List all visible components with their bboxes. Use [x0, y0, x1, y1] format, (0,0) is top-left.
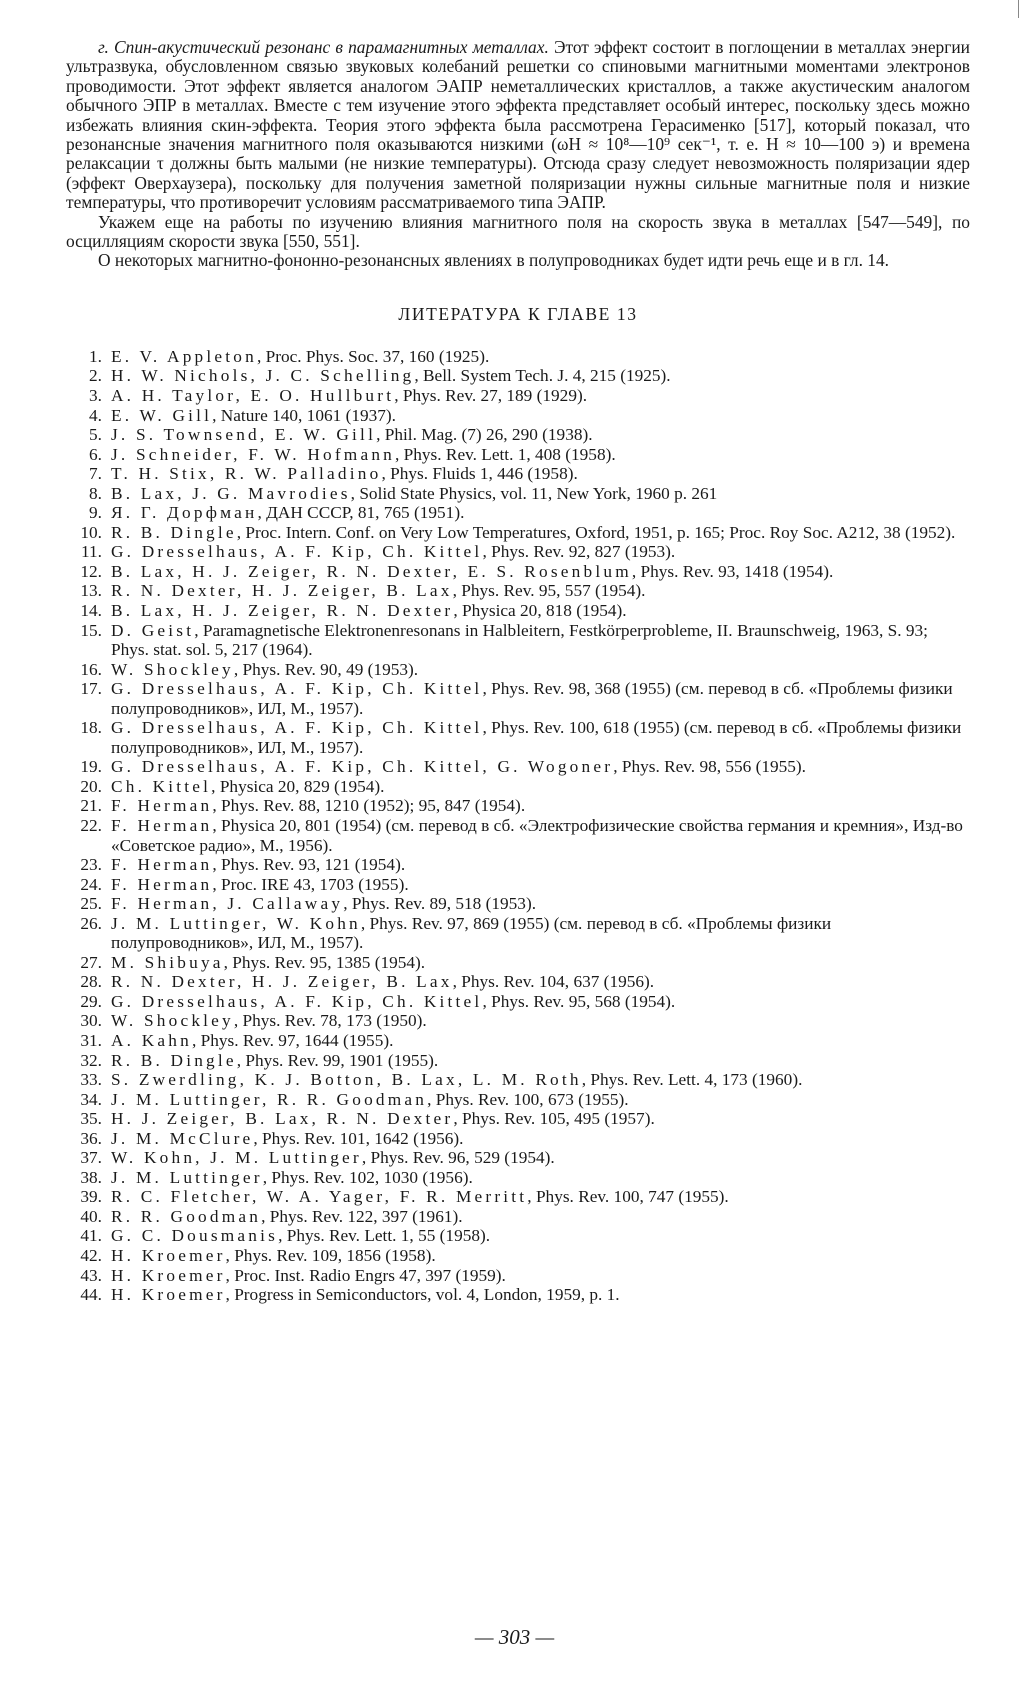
reference-authors: A. H. Taylor, E. O. Hullburt	[111, 385, 395, 405]
reference-authors: B. Lax, H. J. Zeiger, R. N. Dexter	[111, 600, 454, 620]
reference-number: 28.	[80, 972, 102, 992]
reference-number: 33.	[80, 1070, 102, 1090]
reference-item	[66, 894, 970, 914]
reference-item	[66, 347, 970, 367]
reference-citation: , Phys. Rev. 89, 518 (1953).	[343, 894, 537, 914]
reference-item	[66, 953, 970, 973]
reference-number: 31.	[80, 1031, 102, 1051]
reference-list	[66, 347, 970, 1305]
reference-item	[66, 914, 970, 953]
reference-item	[66, 1090, 970, 1110]
page	[66, 0, 970, 1305]
reference-citation: , Phys. Rev. 97, 1644 (1955).	[191, 1031, 394, 1051]
reference-item	[66, 1285, 970, 1305]
reference-number: 13.	[80, 581, 102, 601]
reference-item	[66, 366, 970, 386]
reference-citation: , Phys. Rev. Lett. 1, 408 (1958).	[395, 444, 616, 464]
reference-authors: H. Kroemer	[111, 1246, 226, 1266]
reference-item	[66, 503, 970, 523]
reference-authors: F. Herman	[111, 855, 213, 875]
reference-number: 34.	[80, 1089, 102, 1109]
reference-citation: , Phys. Rev. 122, 397 (1961).	[261, 1206, 463, 1226]
reference-item	[66, 816, 970, 855]
reference-number: 27.	[80, 952, 102, 972]
reference-number: 5.	[89, 425, 102, 445]
reference-authors: F. Herman	[111, 816, 213, 835]
reference-authors: J. M. Luttinger	[111, 1167, 263, 1187]
reference-item	[66, 1266, 970, 1286]
reference-item	[66, 484, 970, 504]
reference-number: 11.	[81, 542, 102, 562]
reference-number: 30.	[80, 1011, 102, 1031]
reference-number: 9.	[89, 503, 102, 523]
reference-item	[66, 757, 970, 777]
reference-number: 18.	[80, 718, 102, 738]
reference-item	[66, 992, 970, 1012]
reference-item	[66, 679, 970, 718]
reference-item	[66, 386, 970, 406]
intro-text	[66, 38, 970, 271]
reference-authors: H. Kroemer	[111, 1285, 226, 1305]
reference-item	[66, 1187, 970, 1207]
reference-number: 44.	[80, 1285, 102, 1305]
reference-item	[66, 777, 970, 797]
paragraph-2: Укажем еще на работы по изучению влияния магнитного поля на скорость звука в металлах [547—549], по осцилляциям скорости звука [550, 551].	[66, 211, 970, 252]
reference-citation: , Physica 20, 829 (1954).	[211, 776, 385, 796]
reference-authors: F. Herman, J. Callaway	[111, 894, 344, 914]
reference-item	[66, 445, 970, 465]
reference-authors: Я. Г. Дорфман	[111, 503, 258, 523]
reference-number: 29.	[80, 991, 102, 1011]
reference-authors: W. Shockley	[111, 659, 234, 679]
reference-item	[66, 1129, 970, 1149]
reference-number: 36.	[80, 1128, 102, 1148]
reference-citation: , Proc. IRE 43, 1703 (1955).	[212, 874, 409, 894]
reference-number: 6.	[89, 444, 102, 464]
reference-authors: R. R. Goodman	[111, 1206, 262, 1226]
page-number: — 303 —	[474, 1625, 555, 1649]
reference-number: 35.	[80, 1109, 102, 1129]
reference-citation: , Paramagnetische Elektronenresonans in Halbleitern, Festkörperprobleme, II. Braunschweig, 1963, S. 93; Phys. stat. sol. 5, 217 (1964).	[111, 620, 928, 660]
reference-citation: , Phys. Rev. 95, 1385 (1954).	[223, 952, 426, 972]
reference-number: 42.	[80, 1246, 102, 1266]
reference-authors: G. C. Dousmanis	[111, 1226, 279, 1246]
reference-number: 38.	[80, 1167, 102, 1187]
reference-item	[66, 1148, 970, 1168]
paragraph-3: О некоторых магнитно-фононно-резонансных явлениях в полупроводниках будет идти речь еще и в гл. 14.	[98, 250, 890, 271]
reference-authors: G. Dresselhaus, A. F. Kip, Ch. Kittel	[111, 718, 483, 738]
reference-number: 21.	[80, 796, 102, 816]
reference-item	[66, 1051, 970, 1071]
reference-citation: , Physica 20, 818 (1954).	[453, 600, 627, 620]
reference-item	[66, 581, 970, 601]
reference-authors: F. Herman	[111, 796, 213, 816]
reference-authors: H. Kroemer	[111, 1265, 226, 1285]
reference-authors: H. W. Nichols, J. C. Schelling	[111, 366, 415, 386]
reference-item	[66, 1031, 970, 1051]
reference-item	[66, 523, 970, 543]
reference-authors: G. Dresselhaus, A. F. Kip, Ch. Kittel	[111, 542, 483, 562]
reference-authors: A. Kahn	[111, 1031, 192, 1051]
reference-citation: , Phys. Rev. 98, 368 (1955) (см. перевод в сб. «Проблемы физики полупроводников», ИЛ, М., 1957).	[111, 679, 953, 718]
reference-item	[66, 1109, 970, 1129]
reference-number: 10.	[80, 522, 102, 542]
reference-item	[66, 601, 970, 621]
reference-number: 2.	[89, 366, 102, 386]
reference-item	[66, 425, 970, 445]
reference-citation: , Phys. Rev. 104, 637 (1956).	[452, 972, 655, 992]
reference-number: 7.	[89, 464, 102, 484]
reference-authors: J. Schneider, F. W. Hofmann	[111, 444, 396, 464]
reference-citation: , Phys. Rev. 96, 529 (1954).	[361, 1148, 555, 1168]
reference-authors: R. C. Fletcher, W. A. Yager, F. R. Merritt	[111, 1187, 528, 1207]
reference-number: 16.	[80, 659, 102, 679]
reference-citation: , Nature 140, 1061 (1937).	[212, 405, 396, 425]
reference-citation: , Phys. Rev. 101, 1642 (1956).	[253, 1128, 464, 1148]
reference-citation: , Phys. Rev. Lett. 4, 173 (1960).	[581, 1070, 803, 1090]
reference-citation: , Phys. Rev. 100, 673 (1955).	[427, 1089, 629, 1109]
reference-item	[66, 1226, 970, 1246]
reference-item	[66, 464, 970, 484]
reference-item	[66, 972, 970, 992]
reference-item	[66, 796, 970, 816]
reference-number: 26.	[80, 913, 102, 933]
reference-citation: , Phys. Rev. 95, 557 (1954).	[452, 581, 646, 601]
reference-authors: B. Lax, H. J. Zeiger, R. N. Dexter, E. S. Rosenblum	[111, 561, 632, 581]
reference-authors: R. N. Dexter, H. J. Zeiger, B. Lax	[111, 581, 453, 601]
reference-item	[66, 406, 970, 426]
reference-number: 4.	[89, 405, 102, 425]
reference-authors: D. Geist	[111, 620, 195, 640]
reference-authors: W. Kohn, J. M. Luttinger	[111, 1148, 362, 1168]
reference-authors: R. B. Dingle	[111, 522, 237, 542]
reference-number: 41.	[80, 1226, 102, 1246]
paragraph-1	[66, 38, 970, 213]
reference-citation: , Phys. Rev. 98, 556 (1955).	[613, 757, 806, 777]
reference-item	[66, 1070, 970, 1090]
reference-authors: R. N. Dexter, H. J. Zeiger, B. Lax	[111, 972, 453, 992]
reference-citation: , Phys. Rev. 97, 869 (1955) (см. перевод в сб. «Проблемы физики полупроводников», ИЛ, М., 1957).	[111, 913, 832, 953]
reference-citation: , Phys. Rev. 93, 1418 (1954).	[631, 561, 834, 581]
reference-authors: G. Dresselhaus, A. F. Kip, Ch. Kittel	[111, 679, 483, 699]
reference-citation: , Phys. Rev. 90, 49 (1953).	[233, 659, 419, 679]
reference-citation: , Phys. Rev. 78, 173 (1950).	[233, 1011, 427, 1031]
reference-number: 15.	[80, 620, 102, 640]
reference-authors: R. B. Dingle	[111, 1050, 237, 1070]
reference-number: 37.	[80, 1148, 102, 1168]
reference-number: 23.	[80, 855, 102, 875]
reference-citation: , Proc. Phys. Soc. 37, 160 (1925).	[256, 346, 490, 366]
reference-authors: B. Lax, J. G. Mavrodies	[111, 483, 351, 503]
reference-citation: , Physica 20, 801 (1954) (см. перевод в сб. «Электрофизические свойства германия и кремния», Изд-во «Советское радио», М., 1956).	[111, 816, 963, 855]
reference-authors: J. M. McClure	[111, 1128, 254, 1148]
reference-authors: M. Shibuya	[111, 952, 224, 972]
reference-citation: , Phys. Rev. 100, 618 (1955) (см. перевод в сб. «Проблемы физики полупроводников», ИЛ, М., 1957).	[111, 718, 962, 757]
reference-authors: T. H. Stix, R. W. Palladino	[111, 464, 382, 484]
reference-authors: Ch. Kittel	[111, 776, 212, 796]
reference-authors: F. Herman	[111, 874, 213, 894]
reference-citation: , Progress in Semiconductors, vol. 4, London, 1959, p. 1.	[225, 1285, 620, 1305]
reference-number: 1.	[89, 346, 102, 366]
reference-authors: H. J. Zeiger, B. Lax, R. N. Dexter	[111, 1109, 454, 1129]
reference-number: 40.	[80, 1206, 102, 1226]
reference-citation: , Phys. Rev. 99, 1901 (1955).	[236, 1050, 439, 1070]
reference-number: 3.	[89, 385, 102, 405]
reference-authors: S. Zwerdling, K. J. Botton, B. Lax, L. M. Roth	[111, 1070, 582, 1090]
reference-item	[66, 621, 970, 660]
reference-number: 12.	[80, 561, 102, 581]
reference-citation: , Phys. Rev. 93, 121 (1954).	[212, 855, 406, 875]
reference-citation: , Proc. Intern. Conf. on Very Low Temperatures, Oxford, 1951, p. 165; Proc. Roy Soc. A212, 38 (1952).	[236, 522, 956, 542]
reference-citation: , Bell. System Tech. J. 4, 215 (1925).	[414, 366, 671, 386]
reference-number: 17.	[80, 679, 102, 699]
reference-authors: W. Shockley	[111, 1011, 234, 1031]
reference-citation: , Phil. Mag. (7) 26, 290 (1938).	[376, 425, 593, 445]
reference-item	[66, 562, 970, 582]
scan-edge-mark	[1018, 0, 1019, 18]
reference-number: 19.	[80, 757, 102, 777]
reference-authors: G. Dresselhaus, A. F. Kip, Ch. Kittel, G. Wogoner	[111, 757, 614, 777]
reference-authors: J. M. Luttinger, R. R. Goodman	[111, 1089, 428, 1109]
reference-number: 24.	[80, 874, 102, 894]
reference-citation: , Phys. Rev. 88, 1210 (1952); 95, 847 (1954).	[212, 796, 526, 816]
reference-authors: G. Dresselhaus, A. F. Kip, Ch. Kittel	[111, 991, 483, 1011]
reference-number: 25.	[80, 894, 102, 914]
reference-citation: , Phys. Rev. 105, 495 (1957).	[453, 1109, 655, 1129]
reference-citation: , Phys. Fluids 1, 446 (1958).	[381, 464, 578, 484]
reference-citation: , Proc. Inst. Radio Engrs 47, 397 (1959).	[225, 1265, 506, 1285]
reference-citation: , ДАН СССР, 81, 765 (1951).	[257, 503, 465, 523]
reference-item	[66, 660, 970, 680]
reference-number: 43.	[80, 1265, 102, 1285]
reference-item	[66, 855, 970, 875]
reference-number: 20.	[80, 776, 102, 796]
reference-authors: E. W. Gill	[111, 405, 213, 425]
reference-item	[66, 718, 970, 757]
reference-item	[66, 875, 970, 895]
reference-item	[66, 1168, 970, 1188]
reference-number: 14.	[80, 600, 102, 620]
reference-citation: , Phys. Rev. 27, 189 (1929).	[394, 385, 588, 405]
reference-citation: , Phys. Rev. 109, 1856 (1958).	[225, 1246, 436, 1266]
reference-authors: J. S. Townsend, E. W. Gill	[111, 425, 377, 445]
bibliography-heading: ЛИТЕРАТУРА К ГЛАВЕ 13	[398, 303, 638, 324]
reference-item	[66, 1207, 970, 1227]
reference-item	[66, 1011, 970, 1031]
reference-citation: , Phys. Rev. 102, 1030 (1956).	[262, 1167, 473, 1187]
reference-number: 32.	[80, 1050, 102, 1070]
section-run-in-title: г. Спин-акустический резонанс в парамагнитных металлах.	[98, 37, 549, 57]
reference-authors: E. V. Appleton	[111, 346, 257, 366]
reference-item	[66, 1246, 970, 1266]
reference-citation: , Phys. Rev. 95, 568 (1954).	[482, 991, 676, 1011]
reference-citation: , Phys. Rev. 100, 747 (1955).	[527, 1187, 729, 1207]
paragraph-1-text: Этот эффект состоит в поглощении в металлах энергии ультразвука, обусловленном связью звуковых колебаний решетки со спиновыми магнитными моментами электронов проводимости. Этот эффект является аналогом ЭАПР неметаллических кристаллов, а также акустическим аналогом обычного ЭПР в металлах. Вместе с тем изучение этого эффекта представляет особый интерес, поскольку здесь можно избежать влияния скин-эффекта. Теория этого эффекта была рассмотрена Герасименко [517], который показал, что резонансные значения магнитного поля оказываются низкими (ωH ≈ 10⁸—10⁹ сек⁻¹, т. е. H ≈ 10—100 э) и времена релаксации τ должны быть малыми (не низкие температуры). Отсюда сразу следует невозможность поляризации ядер (эффект Оверхаузера), поскольку для получения заметной поляризации нужны сильные магнитные поля и низкие температуры, что противоречит условиям рассматриваемого типа ЭАПР.	[66, 37, 970, 213]
reference-citation: , Phys. Rev. Lett. 1, 55 (1958).	[278, 1226, 491, 1246]
reference-citation: , Phys. Rev. 92, 827 (1953).	[482, 542, 676, 562]
reference-citation: , Solid State Physics, vol. 11, New York, 1960 p. 261	[350, 483, 718, 503]
reference-item	[66, 542, 970, 562]
reference-authors: J. M. Luttinger, W. Kohn	[111, 913, 361, 933]
reference-number: 22.	[80, 816, 102, 835]
reference-number: 8.	[89, 483, 102, 503]
reference-number: 39.	[80, 1187, 102, 1207]
